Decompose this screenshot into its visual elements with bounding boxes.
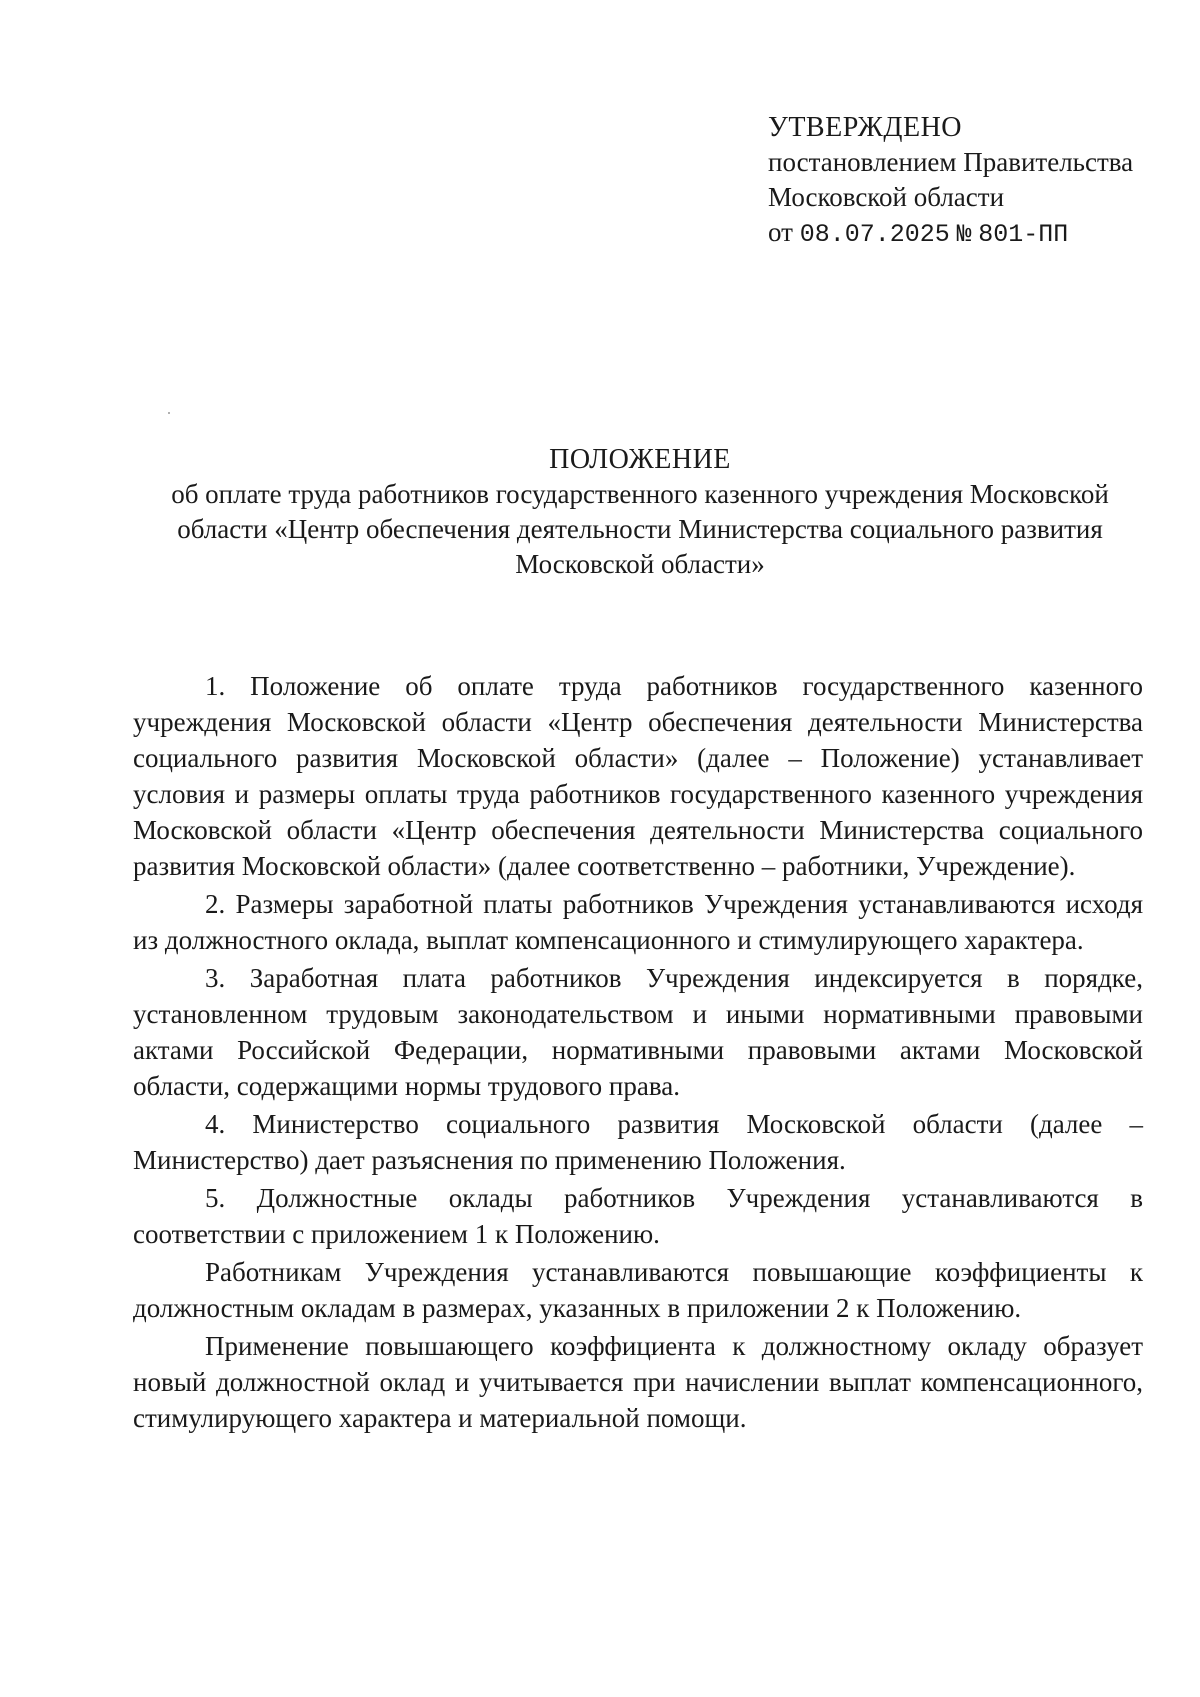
approval-date-line [768, 215, 1168, 252]
document-title-block [130, 442, 1150, 582]
paragraph-5: 5. Должностные оклады работников Учреждения устанавливаются в соответствии с приложением 1 к Положению. [133, 1183, 1143, 1249]
paragraph-5-application: Применение повышающего коэффициента к должностному окладу образует новый должностной оклад и учитывается при начислении выплат компенсационного, стимулирующего характера и материальной помощи. [133, 1331, 1143, 1433]
approval-date-prefix: от [768, 217, 793, 247]
approval-number-sign: № [956, 220, 972, 249]
document-title: ПОЛОЖЕНИЕ [549, 444, 731, 475]
document-subtitle: об оплате труда работников государственного казенного учреждения Московской области «Центр обеспечения деятельности Министерства социального развития Московской области» [171, 479, 1109, 579]
approval-stamp [768, 110, 1168, 252]
approval-heading: УТВЕРЖДЕНО [768, 112, 963, 143]
approval-number: 801-ПП [978, 220, 1069, 249]
approval-line-2: Московской области [768, 182, 1005, 212]
paragraph-5-coefficients: Работникам Учреждения устанавливаются повышающие коэффициенты к должностным окладам в размерах, указанных в приложении 2 к Положению. [133, 1257, 1143, 1323]
scan-artifact [168, 412, 170, 414]
document-body [133, 668, 1143, 1436]
paragraph-1: 1. Положение об оплате труда работников государственного казенного учреждения Московской области «Центр обеспечения деятельности Министерства социального развития Московской области» (далее – Положение) устанавливает условия и размеры оплаты труда работников государственного казенного учреждения Московской области «Центр обеспечения деятельности Министерства социального развития Московской области» (далее соответственно – работники, Учреждение). [133, 671, 1143, 881]
paragraph-3: 3. Заработная плата работников Учреждения индексируется в порядке, установленном трудовым законодательством и иными нормативными правовыми актами Российской Федерации, нормативными правовыми актами Московской области, содержащими нормы трудового права. [133, 963, 1143, 1101]
paragraph-4: 4. Министерство социального развития Московской области (далее – Министерство) дает разъяснения по применению Положения. [133, 1109, 1143, 1175]
approval-date: 08.07.2025 [799, 220, 950, 249]
approval-line-1: постановлением Правительства [768, 147, 1134, 177]
paragraph-2: 2. Размеры заработной платы работников Учреждения устанавливаются исходя из должностного оклада, выплат компенсационного и стимулирующего характера. [133, 889, 1143, 955]
